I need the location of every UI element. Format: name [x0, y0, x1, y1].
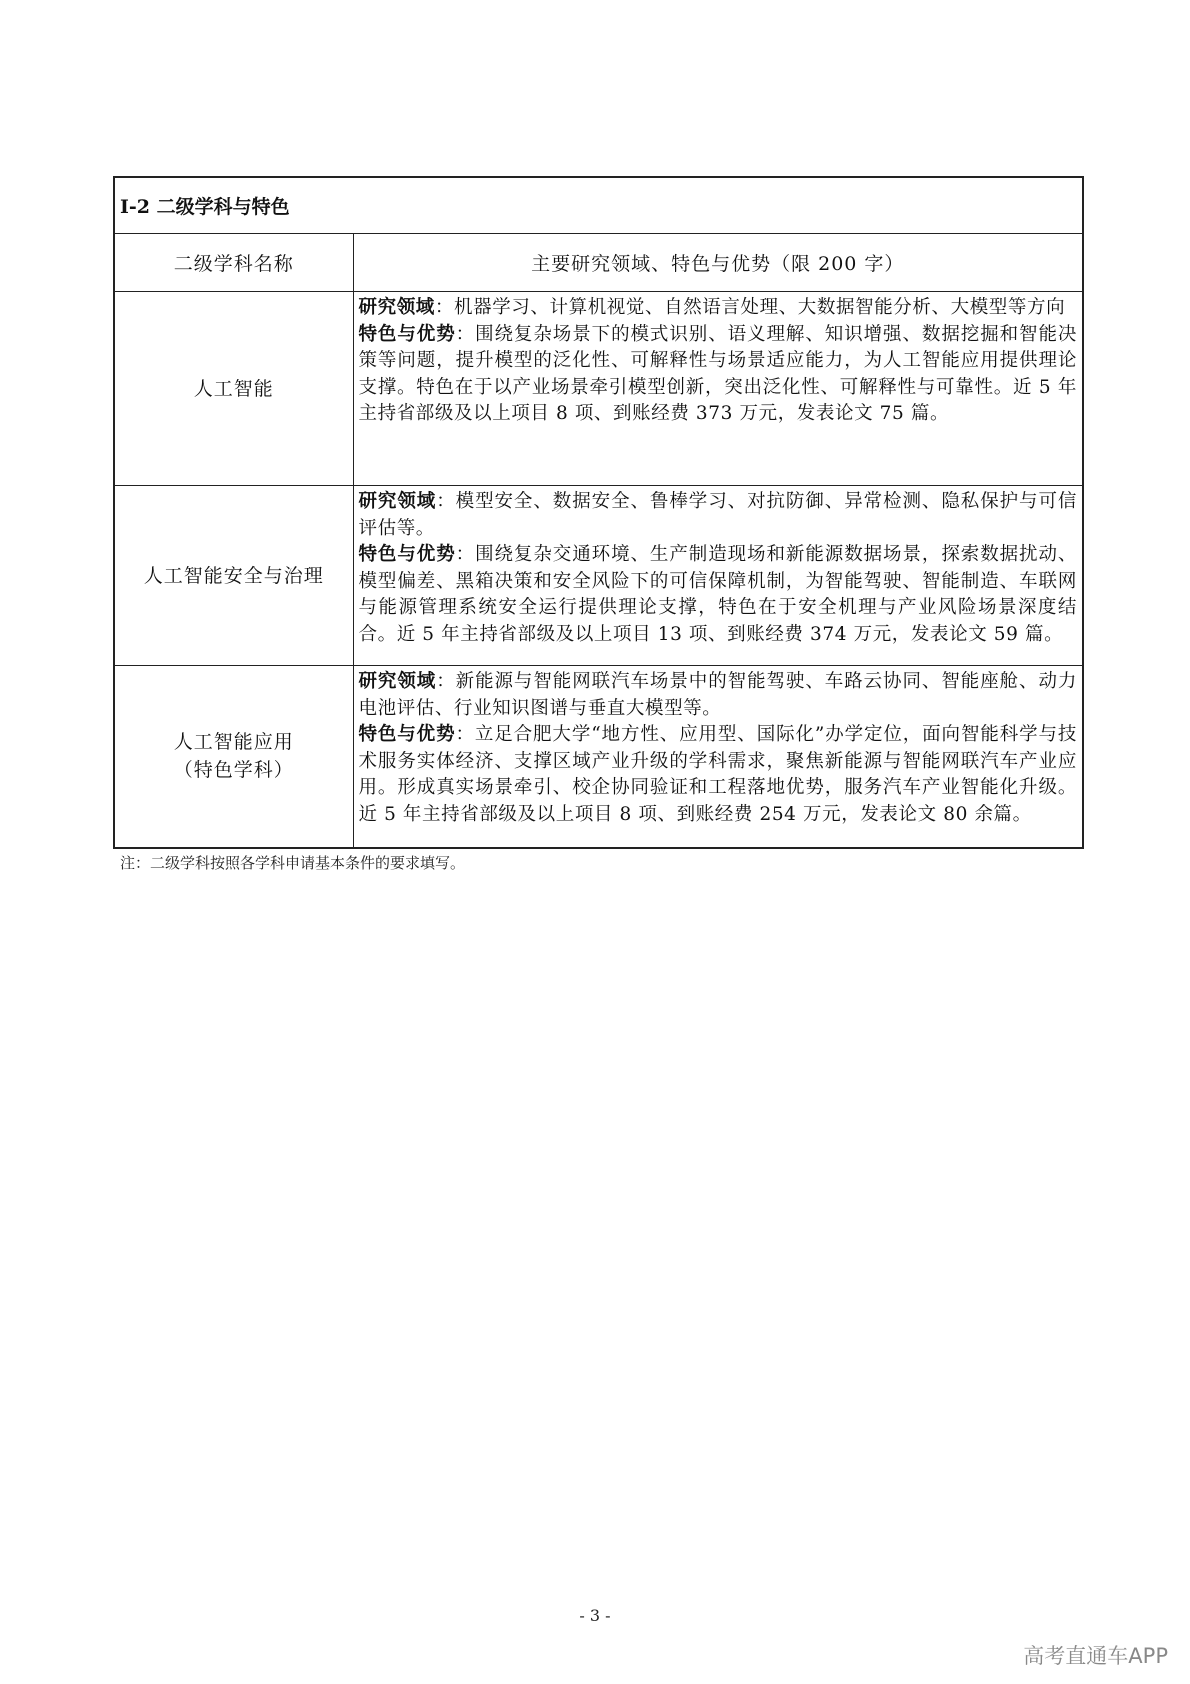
- table-header-row: [114, 234, 1083, 292]
- feature-text: ：立足合肥大学“地方性、应用型、国际化”办学定位，面向智能科学与技术服务实体经济、支撑区域产业升级的学科需求，聚焦新能源与智能网联汽车产业应用。形成真实场景牵引、校企协同验证和工程落地优势，服务汽车产业智能化升级。近 5 年主持省部级及以上项目 8 项、到账经费 254 万元，发表论文 80 余篇。: [358, 724, 1078, 825]
- table-row: [114, 666, 1083, 848]
- discipline-name-line: 人工智能安全与治理: [143, 564, 324, 587]
- page-number: - 3 -: [579, 1606, 611, 1625]
- table-footnote: 注：二级学科按照各学科申请基本条件的要求填写。: [120, 854, 466, 872]
- column-header-name: 二级学科名称: [114, 234, 353, 292]
- research-text: ：模型安全、数据安全、鲁棒学习、对抗防御、异常检测、隐私保护与可信评估等。: [358, 491, 1078, 539]
- table-title-row: [114, 177, 1083, 234]
- feature-label: 特色与优势: [358, 544, 456, 565]
- research-text: ：新能源与智能网联汽车场景中的智能驾驶、车路云协同、智能座舱、动力电池评估、行业知识图谱与垂直大模型等。: [358, 671, 1078, 719]
- table-row: [114, 292, 1083, 486]
- section-title: I-2 二级学科与特色: [114, 177, 1083, 234]
- feature-paragraph: [359, 542, 1078, 648]
- discipline-name: [114, 292, 353, 486]
- column-header-content: 主要研究领域、特色与优势（限 200 字）: [353, 234, 1083, 292]
- research-paragraph: [359, 489, 1078, 542]
- feature-label: 特色与优势: [358, 323, 456, 345]
- discipline-name-line: （特色学科）: [173, 759, 294, 782]
- feature-text: ：围绕复杂场景下的模式识别、语义理解、知识增强、数据挖掘和智能决策等问题，提升模型的泛化性、可解释性与场景适应能力，为人工智能应用提供理论支撑。特色在于以产业场景牵引模型创新，突出泛化性、可解释性与可靠性。近 5 年主持省部级及以上项目 8 项、到账经费 373 万元，发表论文 75 篇。: [358, 323, 1078, 424]
- research-label: 研究领域: [358, 491, 437, 512]
- discipline-table: [113, 176, 1084, 849]
- feature-text: ：围绕复杂交通环境、生产制造现场和新能源数据场景，探索数据扰动、模型偏差、黑箱决策和安全风险下的可信保障机制，为智能驾驶、智能制造、车联网与能源管理系统安全运行提供理论支撑，特色在于安全机理与产业风险场景深度结合。近 5 年主持省部级及以上项目 13 项、到账经费 374 万元，发表论文 59 篇。: [358, 544, 1078, 645]
- research-paragraph: [359, 295, 1078, 322]
- feature-label: 特色与优势: [358, 724, 456, 745]
- discipline-name: [114, 486, 353, 666]
- table-row: [114, 486, 1083, 666]
- discipline-content: [353, 486, 1083, 666]
- research-label: 研究领域: [358, 671, 437, 692]
- discipline-content: [353, 292, 1083, 486]
- discipline-content: [353, 666, 1083, 848]
- discipline-name-line: 人工智能应用: [173, 731, 294, 754]
- research-paragraph: [359, 669, 1078, 722]
- discipline-name-line: 人工智能: [193, 377, 274, 400]
- watermark: 高考直通车APP: [1023, 1644, 1168, 1668]
- discipline-name: [114, 666, 353, 848]
- feature-paragraph: [359, 722, 1078, 828]
- research-text: ：机器学习、计算机视觉、自然语言处理、大数据智能分析、大模型等方向: [434, 297, 1066, 318]
- research-label: 研究领域: [358, 297, 435, 318]
- feature-paragraph: [359, 322, 1078, 428]
